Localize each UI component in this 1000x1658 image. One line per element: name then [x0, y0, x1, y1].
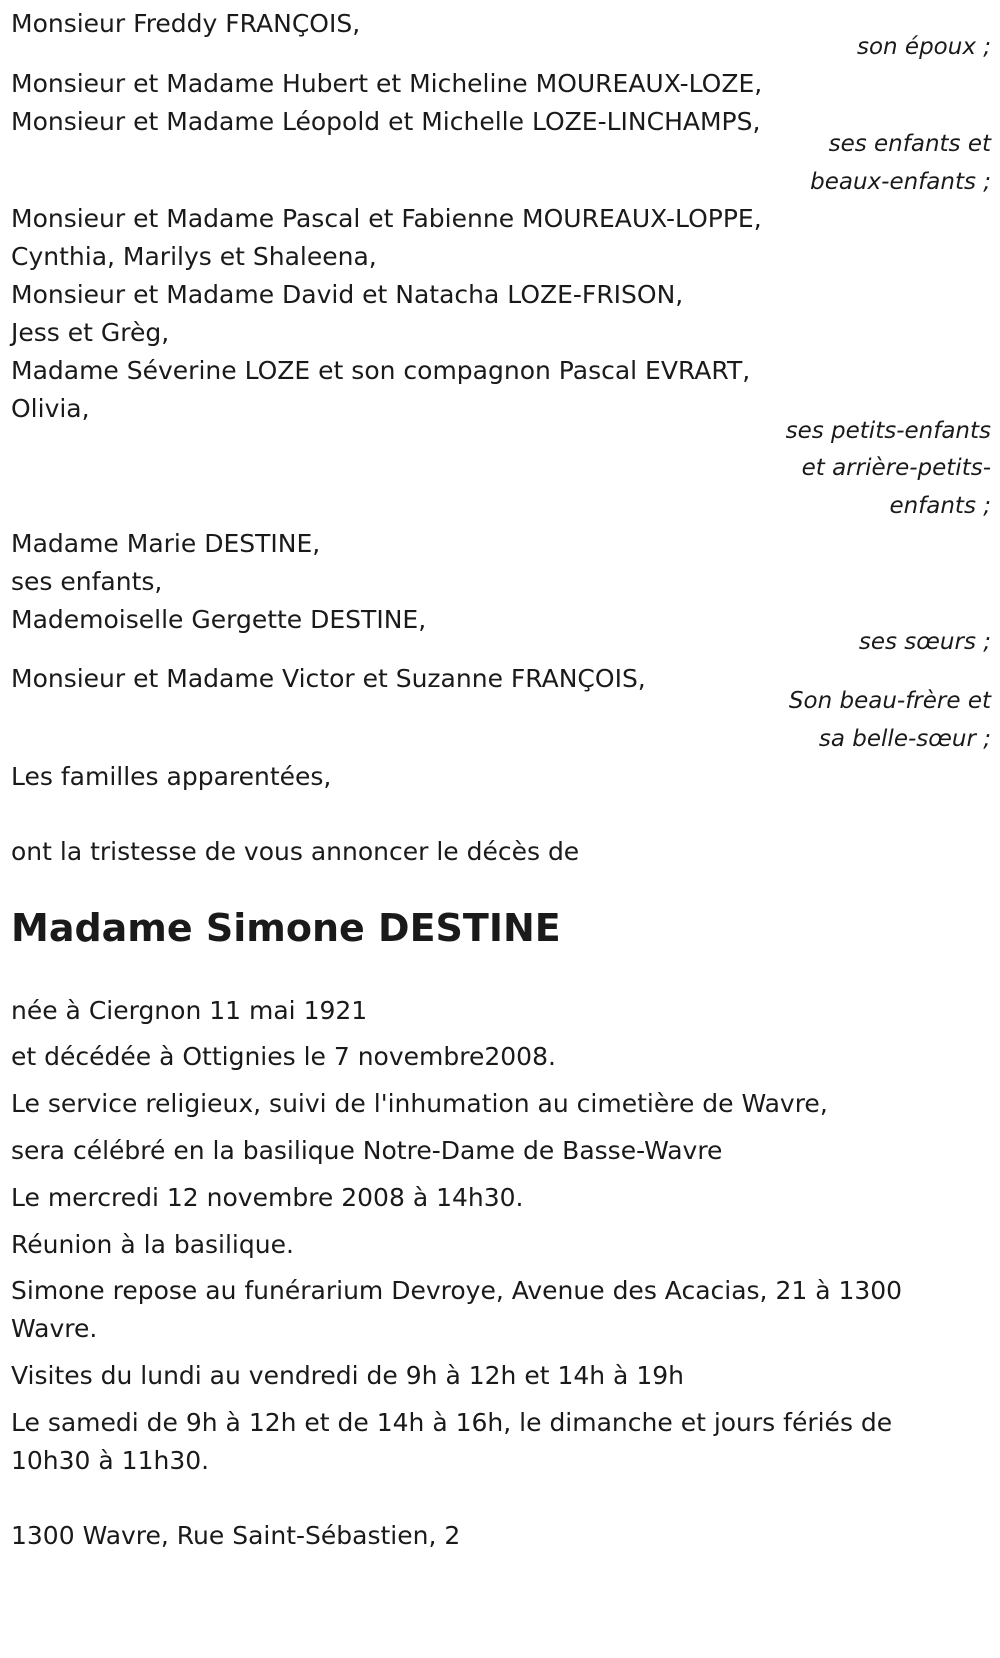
inlaw-relation-1: Son beau-frère et	[788, 688, 991, 714]
grandchildren-relation-1: ses petits-enfants	[785, 418, 991, 444]
grandchildren-line-2: Cynthia, Marilys et Shaleena,	[11, 242, 377, 271]
rest-line-1: Simone repose au funérarium Devroye, Avenue des Acacias, 21 à 1300	[11, 1276, 903, 1305]
sister-relation: ses sœurs ;	[858, 629, 991, 655]
rest-line-2: Wavre.	[11, 1314, 98, 1343]
visits-line-2: Le samedi de 9h à 12h et de 14h à 16h, le dimanche et jours fériés de	[11, 1408, 893, 1437]
children-relation-2: beaux-enfants ;	[810, 169, 991, 195]
spouse-relation: son époux ;	[856, 34, 991, 60]
sister-line-1: Madame Marie DESTINE,	[11, 529, 321, 558]
grandchildren-line-6: Olivia,	[11, 394, 90, 423]
grandchildren-line-3: Monsieur et Madame David et Natacha LOZE-FRISON,	[11, 280, 684, 309]
deceased-name: Madame Simone DESTINE	[11, 906, 561, 950]
children-relation-1: ses enfants et	[828, 131, 991, 157]
birth-info: née à Ciergnon 11 mai 1921	[11, 996, 368, 1025]
grandchildren-relation-2: et arrière-petits-	[801, 455, 991, 481]
service-line-1: Le service religieux, suivi de l'inhumation au cimetière de Wavre,	[11, 1089, 828, 1118]
children-line-1: Monsieur et Madame Hubert et Micheline MOUREAUX-LOZE,	[11, 69, 763, 98]
grandchildren-relation-3: enfants ;	[889, 493, 991, 519]
inlaw-line-1: Monsieur et Madame Victor et Suzanne FRANÇOIS,	[11, 664, 646, 693]
children-line-2: Monsieur et Madame Léopold et Michelle LOZE-LINCHAMPS,	[11, 107, 761, 136]
grandchildren-line-1: Monsieur et Madame Pascal et Fabienne MOUREAUX-LOPPE,	[11, 204, 762, 233]
meeting-info: Réunion à la basilique.	[11, 1230, 294, 1259]
related-families: Les familles apparentées,	[11, 762, 332, 791]
death-info: et décédée à Ottignies le 7 novembre2008.	[11, 1042, 556, 1071]
spouse-name: Monsieur Freddy FRANÇOIS,	[11, 9, 361, 38]
inlaw-relation-2: sa belle-sœur ;	[818, 726, 991, 752]
sister-line-3: Mademoiselle Gergette DESTINE,	[11, 605, 427, 634]
grandchildren-line-5: Madame Séverine LOZE et son compagnon Pascal EVRART,	[11, 356, 751, 385]
visits-line-3: 10h30 à 11h30.	[11, 1446, 210, 1475]
service-date: Le mercredi 12 novembre 2008 à 14h30.	[11, 1183, 524, 1212]
sister-line-2: ses enfants,	[11, 567, 163, 596]
visits-line-1: Visites du lundi au vendredi de 9h à 12h et 14h à 19h	[11, 1361, 684, 1390]
grandchildren-line-4: Jess et Grèg,	[11, 318, 170, 347]
announcement-intro: ont la tristesse de vous annoncer le décès de	[11, 837, 580, 866]
address: 1300 Wavre, Rue Saint-Sébastien, 2	[11, 1521, 461, 1550]
service-line-2: sera célébré en la basilique Notre-Dame de Basse-Wavre	[11, 1136, 723, 1165]
